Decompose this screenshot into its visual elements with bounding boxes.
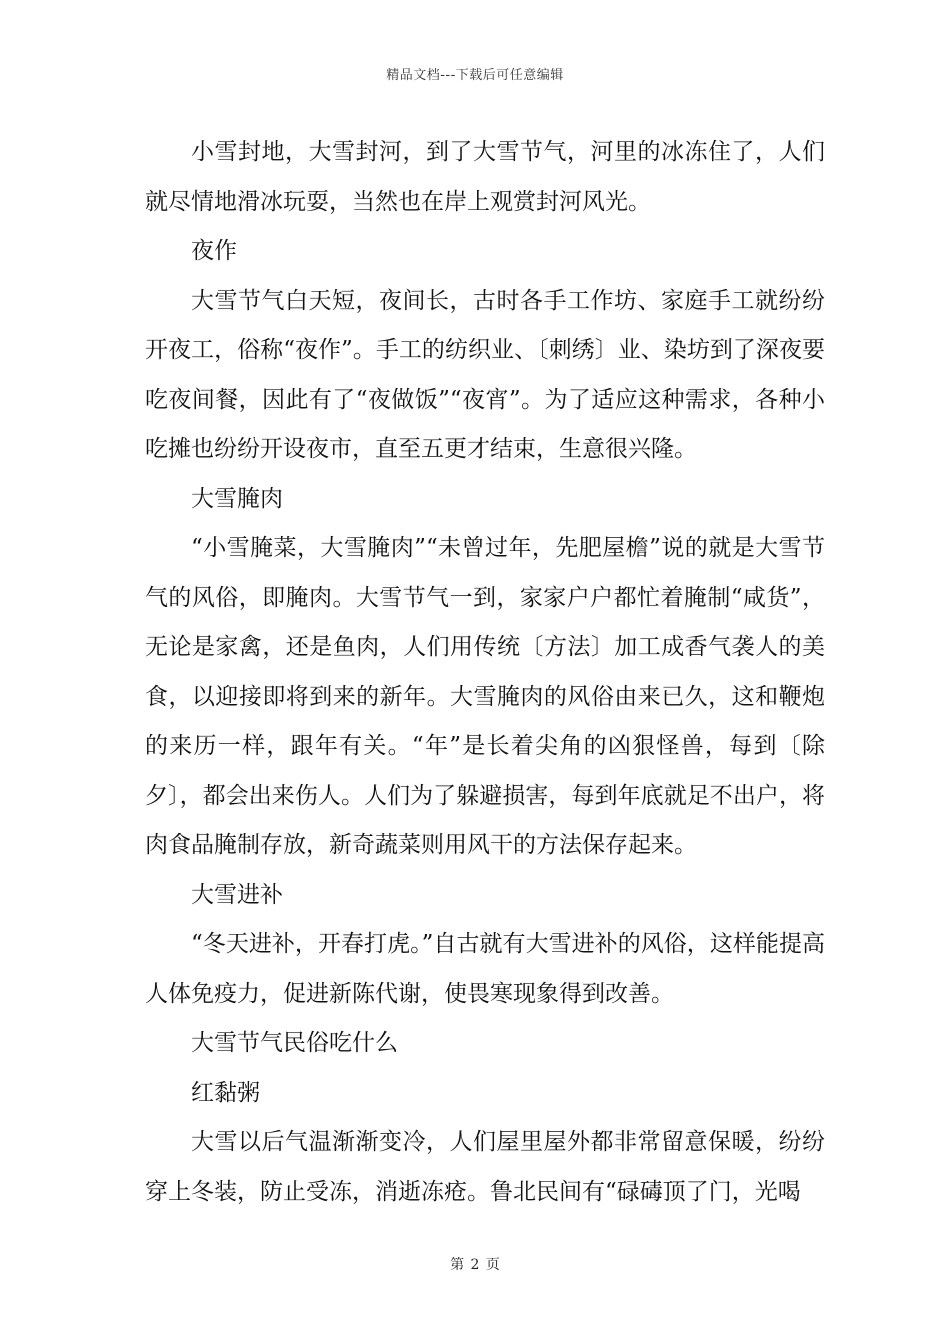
document-body (145, 128, 825, 1217)
page-number-prefix: 第 (450, 1257, 465, 1273)
paragraph-3: “小雪腌菜，大雪腌肉”“未曾过年，先肥屋檐”说的就是大雪节气的风俗，即腌肉。大雪节气一到，家家户户都忙着腌制“咸货”，无论是家禽，还是鱼肉，人们用传统〔方法〕加工成香气袭人的美食，以迎接即将到来的新年。大雪腌肉的风俗由来已久，这和鞭炮的来历一样，跟年有关。“年”是长着尖角的凶狠怪兽，每到〔除夕〕，都会出来伤人。人们为了躲避损害，每到年底就足不出户，将肉食品腌制存放，新奇蔬菜则用风干的方法保存起来。 (145, 535, 825, 858)
page-header: 精品文档---下载后可任意编辑 (386, 68, 564, 83)
page-number: 2 (470, 1257, 480, 1273)
section-heading-red-porridge: 红黏粥 (191, 1079, 260, 1106)
section-heading-cured-meat: 大雪腌肉 (191, 485, 283, 512)
section-heading-foods: 大雪节气民俗吃什么 (191, 1030, 398, 1056)
paragraph-5: 大雪以后气温渐渐变冷，人们屋里屋外都非常留意保暖，纷纷穿上冬装，防止受冻，消逝冻疮。鲁北民间有“碌碡顶了门，光喝 (145, 1129, 825, 1205)
paragraph-2: 大雪节气白天短，夜间长，古时各手工作坊、家庭手工就纷纷开夜工，俗称“夜作”。手工的纺织业、〔刺绣〕业、染坊到了深夜要吃夜间餐，因此有了“夜做饭”“夜宵”。为了适应这种需求，各种小吃摊也纷纷开设夜市，直至五更才结束，生意很兴隆。 (145, 287, 825, 462)
paragraph-4: “冬天进补，开春打虎。”自古就有大雪进补的风俗，这样能提高人体免疫力，促进新陈代谢，使畏寒现象得到改善。 (145, 931, 825, 1007)
section-heading-nourishment: 大雪进补 (191, 881, 283, 908)
page-number-suffix: 页 (485, 1257, 500, 1273)
page-footer (0, 1254, 950, 1274)
paragraph-1: 小雪封地，大雪封河，到了大雪节气，河里的冰冻住了，人们就尽情地滑冰玩耍，当然也在岸上观赏封河风光。 (145, 139, 825, 215)
section-heading-night-work: 夜作 (191, 238, 237, 264)
